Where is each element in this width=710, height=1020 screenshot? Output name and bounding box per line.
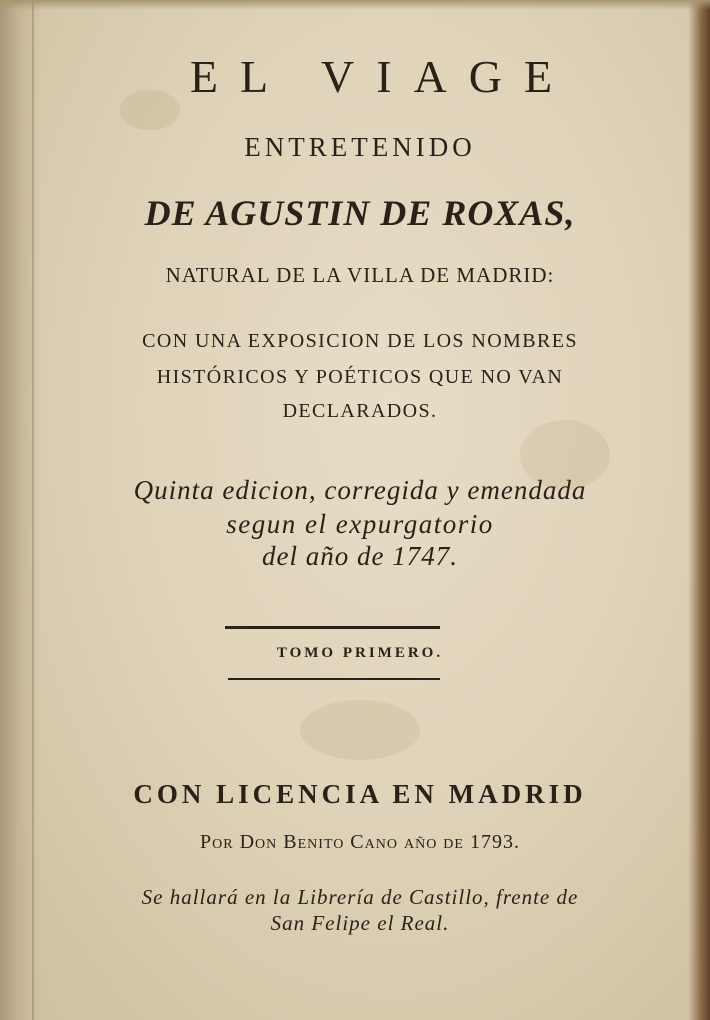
bookseller-line: Se hallará en la Librería de Castillo, frente de [141, 885, 579, 909]
bookseller-line: San Felipe el Real. [270, 911, 450, 935]
binding-crease [32, 0, 34, 1020]
exposition-line: CON UNA EXPOSICION DE LOS NOMBRES [142, 330, 578, 352]
exposition-line: HISTÓRICOS Y POÉTICOS QUE NO VAN [156, 366, 564, 388]
edition-line: Quinta edicion, corregida y emendada [133, 475, 587, 505]
page-edge-shadow [688, 0, 710, 1020]
origin-line: NATURAL DE LA VILLA DE MADRID: [165, 263, 555, 287]
exposition-line: DECLARADOS. [282, 400, 438, 422]
edition-line: segun el expurgatorio [226, 509, 494, 539]
foxing-stain [300, 700, 420, 760]
book-binding-shadow [0, 0, 42, 1020]
license-line: CON LICENCIA EN MADRID [133, 779, 587, 809]
book-subtitle: ENTRETENIDO [244, 132, 476, 162]
ornamental-rule-bottom [228, 678, 440, 680]
book-title: EL VIAGE [189, 51, 575, 102]
ornamental-rule-top [225, 626, 440, 629]
author-line: DE AGUSTIN DE ROXAS, [144, 193, 576, 233]
printer-line: Por Don Benito Cano año de 1793. [200, 831, 520, 853]
volume-label: TOMO PRIMERO. [276, 645, 444, 661]
top-edge-shadow [0, 0, 710, 10]
edition-line: del año de 1747. [262, 541, 458, 571]
